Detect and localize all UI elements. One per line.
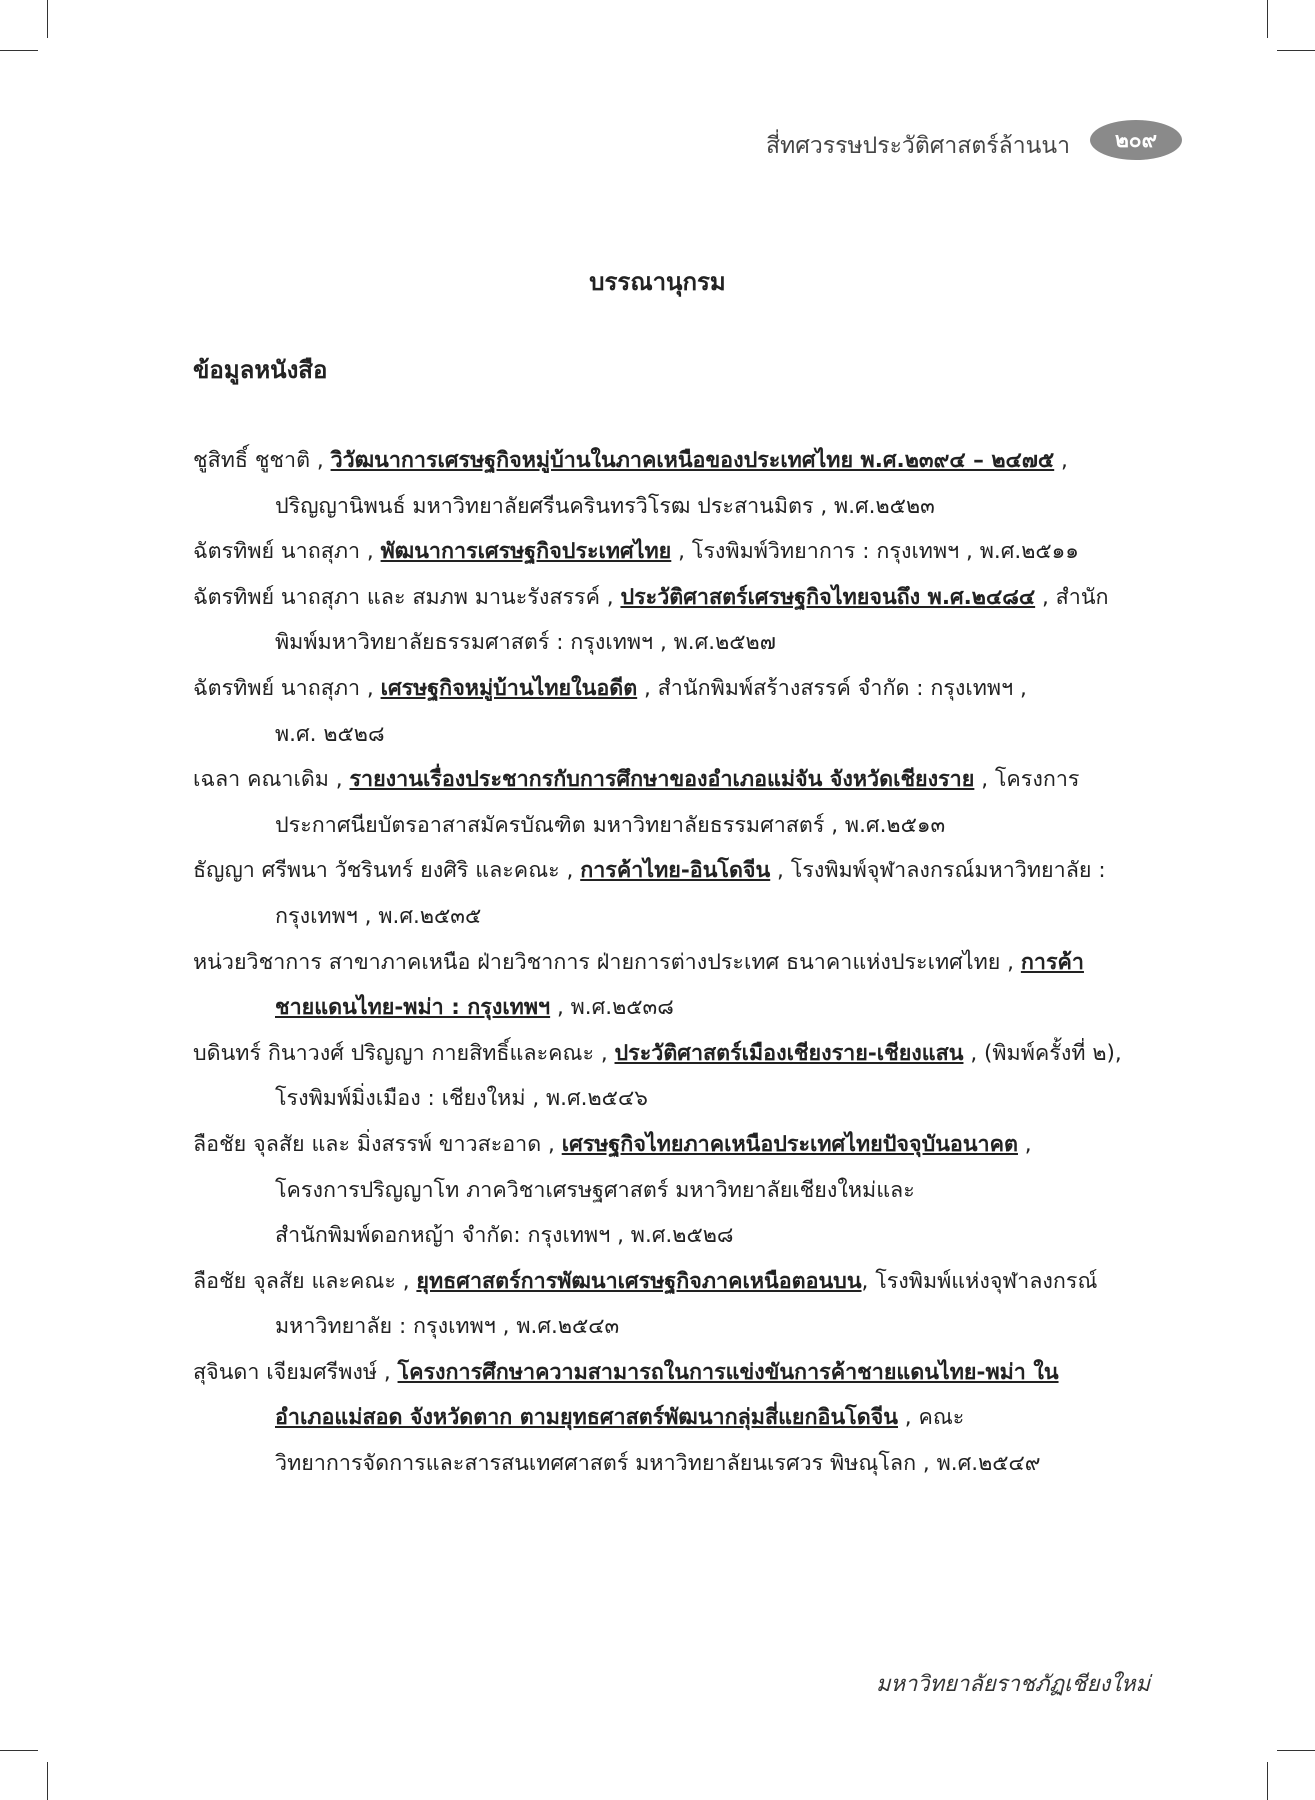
- reference-text: , คณะ: [897, 1405, 965, 1431]
- reference-line: [193, 1213, 1153, 1259]
- reference-entry: [193, 529, 1153, 575]
- reference-title: ชายแดนไทย-พม่า : กรุงเทพฯ: [275, 995, 551, 1021]
- reference-line: [193, 1031, 1153, 1077]
- reference-text: ฉัตรทิพย์ นาถสุภา ,: [193, 539, 381, 565]
- reference-text: ฉัตรทิพย์ นาถสุภา และ สมภพ มานะรังสรรค์ ,: [193, 584, 621, 610]
- reference-line: [193, 529, 1153, 575]
- crop-mark: [1267, 1762, 1268, 1800]
- reference-entry: [193, 438, 1153, 529]
- crop-mark: [1277, 1750, 1315, 1751]
- reference-title: ยุทธศาสตร์การพัฒนาเศรษฐกิจภาคเหนือตอนบน: [416, 1268, 862, 1294]
- reference-line: [193, 757, 1153, 803]
- reference-title: เศรษฐกิจหมู่บ้านไทยในอดีต: [380, 675, 638, 701]
- reference-text: , (พิมพ์ครั้งที่ ๒),: [963, 1040, 1122, 1066]
- crop-mark: [47, 1762, 48, 1800]
- reference-entry: [193, 1350, 1153, 1487]
- reference-text: วิทยาการจัดการและสารสนเทศศาสตร์ มหาวิทยาลัยนเรศวร พิษณุโลก , พ.ศ.๒๕๔๙: [275, 1451, 1041, 1477]
- reference-text: ,: [1017, 1131, 1032, 1157]
- reference-text: ลือชัย จุลสัย และ มิ่งสรรพ์ ขาวสะอาด ,: [193, 1131, 562, 1157]
- reference-line: [193, 1076, 1153, 1122]
- reference-line: [193, 1395, 1153, 1441]
- reference-line: [193, 1441, 1153, 1487]
- reference-title: ประวัติศาสตร์เศรษฐกิจไทยจนถึง พ.ศ.๒๔๘๔: [620, 584, 1036, 610]
- crop-mark: [0, 1750, 38, 1751]
- crop-mark: [47, 0, 48, 38]
- reference-line: [193, 940, 1153, 986]
- reference-title: พัฒนาการเศรษฐกิจประเทศไทย: [380, 539, 672, 565]
- reference-line: [193, 1350, 1153, 1396]
- reference-line: [193, 1122, 1153, 1168]
- reference-text: มหาวิทยาลัย : กรุงเทพฯ , พ.ศ.๒๕๔๓: [275, 1314, 620, 1340]
- reference-line: [193, 575, 1153, 621]
- crop-mark: [1267, 0, 1268, 38]
- reference-text: พิมพ์มหาวิทยาลัยธรรมศาสตร์ : กรุงเทพฯ , พ.ศ.๒๕๒๗: [275, 630, 776, 656]
- reference-title: การค้าไทย-อินโดจีน: [580, 858, 771, 884]
- crop-mark: [1277, 50, 1315, 51]
- reference-line: [193, 1304, 1153, 1350]
- reference-line: [193, 894, 1153, 940]
- reference-text: ,: [1054, 448, 1068, 473]
- reference-text: ชูสิทธิ์ ชูชาติ ,: [193, 448, 331, 473]
- reference-text: , โรงพิมพ์วิทยาการ : กรุงเทพฯ , พ.ศ.๒๕๑๑: [671, 539, 1079, 565]
- section-heading: ข้อมูลหนังสือ: [193, 356, 328, 384]
- reference-text: เฉลา คณาเดิม ,: [193, 767, 350, 793]
- reference-text: หน่วยวิชาการ สาขาภาคเหนือ ฝ่ายวิชาการ ฝ่ายการต่างประเทศ ธนาคาแห่งประเทศไทย ,: [193, 949, 1021, 975]
- reference-line: [193, 1259, 1153, 1305]
- footer-text: มหาวิทยาลัยราชภัฏเชียงใหม่: [875, 1672, 1150, 1697]
- reference-title: อำเภอแม่สอด จังหวัดตาก ตามยุทธศาสตร์พัฒนากลุ่มสี่แยกอินโดจีน: [275, 1405, 898, 1431]
- reference-text: สำนักพิมพ์ดอกหญ้า จำกัด: กรุงเทพฯ , พ.ศ.๒๕๒๘: [275, 1223, 734, 1249]
- reference-text: , พ.ศ.๒๕๓๘: [550, 995, 674, 1021]
- reference-line: [193, 620, 1153, 666]
- reference-title: วิวัฒนาการเศรษฐกิจหมู่บ้านในภาคเหนือของประเทศไทย พ.ศ.๒๓๙๔ – ๒๔๗๕: [330, 448, 1055, 473]
- reference-text: โรงพิมพ์มิ่งเมือง : เชียงใหม่ , พ.ศ.๒๕๔๖: [275, 1086, 648, 1112]
- reference-text: ลือชัย จุลสัย และคณะ ,: [193, 1268, 417, 1294]
- reference-title: เศรษฐกิจไทยภาคเหนือประเทศไทยปัจจุบันอนาคต: [561, 1131, 1018, 1157]
- running-title: สี่ทศวรรษประวัติศาสตร์ล้านนา: [766, 133, 1070, 159]
- reference-line: [193, 484, 1153, 530]
- reference-text: พ.ศ. ๒๕๒๘: [275, 721, 385, 747]
- reference-text: , โรงพิมพ์แห่งจุฬาลงกรณ์: [861, 1268, 1098, 1294]
- reference-text: , โครงการ: [974, 767, 1080, 793]
- crop-mark: [0, 50, 38, 51]
- reference-line: [193, 666, 1153, 712]
- reference-text: โครงการปริญญาโท ภาควิชาเศรษฐศาสตร์ มหาวิทยาลัยเชียงใหม่และ: [275, 1177, 915, 1203]
- reference-line: [193, 1168, 1153, 1214]
- reference-entry: [193, 1259, 1153, 1350]
- reference-text: ธัญญา ศรีพนา วัชรินทร์ ยงศิริ และคณะ ,: [193, 858, 581, 884]
- reference-text: , สำนัก: [1035, 584, 1109, 610]
- reference-line: [193, 712, 1153, 758]
- reference-line: [193, 803, 1153, 849]
- reference-entry: [193, 1031, 1153, 1122]
- reference-text: กรุงเทพฯ , พ.ศ.๒๕๓๕: [275, 903, 482, 929]
- reference-entry: [193, 575, 1153, 666]
- reference-title: รายงานเรื่องประชากรกับการศึกษาของอำเภอแม่จัน จังหวัดเชียงราย: [349, 767, 975, 793]
- reference-text: ฉัตรทิพย์ นาถสุภา ,: [193, 675, 381, 701]
- reference-text: บดินทร์ กินาวงศ์ ปริญญา กายสิทธิ์และคณะ ,: [193, 1040, 615, 1066]
- reference-list: [193, 438, 1153, 1487]
- reference-title: โครงการศึกษาความสามารถในการแข่งขันการค้าชายแดนไทย-พม่า ใน: [397, 1359, 1059, 1385]
- reference-text: สุจินดา เจียมศรีพงษ์ ,: [193, 1359, 398, 1385]
- page-title: บรรณานุกรม: [589, 268, 726, 296]
- reference-entry: [193, 848, 1153, 939]
- reference-text: ปริญญานิพนธ์ มหาวิทยาลัยศรีนครินทรวิโรฒ ประสานมิตร , พ.ศ.๒๕๒๓: [275, 493, 935, 519]
- page-number-badge: ๒๐๙: [1090, 120, 1182, 160]
- reference-entry: [193, 940, 1153, 1031]
- reference-text: ประกาศนียบัตรอาสาสมัครบัณฑิต มหาวิทยาลัยธรรมศาสตร์ , พ.ศ.๒๕๑๓: [275, 812, 946, 838]
- reference-title: ประวัติศาสตร์เมืองเชียงราย-เชียงแสน: [614, 1040, 964, 1066]
- reference-line: [193, 438, 1153, 484]
- reference-text: , โรงพิมพ์จุฬาลงกรณ์มหาวิทยาลัย :: [770, 858, 1106, 884]
- reference-line: [193, 848, 1153, 894]
- reference-entry: [193, 1122, 1153, 1259]
- reference-line: [193, 985, 1153, 1031]
- reference-title: การค้า: [1020, 949, 1084, 975]
- reference-entry: [193, 757, 1153, 848]
- reference-entry: [193, 666, 1153, 757]
- reference-text: , สำนักพิมพ์สร้างสรรค์ จำกัด : กรุงเทพฯ ,: [637, 675, 1027, 701]
